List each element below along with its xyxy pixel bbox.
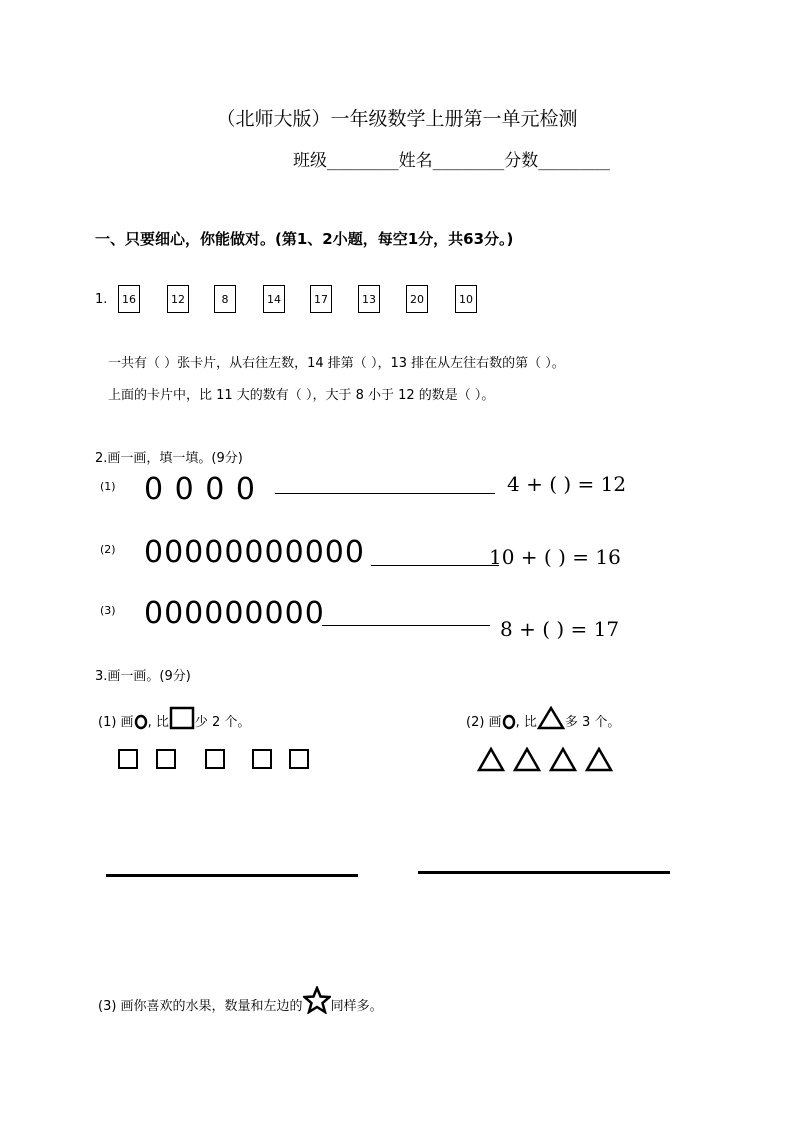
q3-answer-line-right (418, 871, 670, 874)
triangle-shape (515, 749, 539, 770)
q3-part1-text (98, 706, 250, 730)
q2-row3-label: (3) (100, 604, 116, 617)
student-info-line: 班级_______姓名_______分数_______ (293, 151, 610, 171)
square-shape (252, 749, 272, 769)
q3-part3-text (98, 986, 383, 1014)
page-title: （北师大版）一年级数学上册第一单元检测 (216, 108, 578, 130)
q2-row1-label: (1) (100, 480, 116, 493)
q3-answer-line-left (106, 874, 358, 877)
q2-row2-draw-line (371, 565, 499, 566)
number-card: 20 (406, 285, 428, 313)
triangle-shape (587, 749, 611, 770)
q1-fill-line-1: 一共有（ ）张卡片，从右往左数，14 排第（ ），13 排在从左往右数的第（ ）。 (108, 356, 565, 371)
number-card: 13 (358, 285, 380, 313)
circle-icon (502, 714, 516, 730)
triangle-shape (551, 749, 575, 770)
q1-label: 1. (95, 292, 108, 307)
square-icon (169, 706, 195, 730)
q3-p1-text-c: 少 2 个。 (194, 715, 251, 730)
q3-p1-text-b: , 比 (147, 715, 169, 730)
number-card: 16 (118, 285, 140, 313)
triangle-icon (537, 706, 565, 730)
number-card: 8 (214, 285, 236, 313)
q3-p1-text-a: (1) 画 (98, 715, 134, 730)
triangle-row (476, 746, 616, 774)
q3-p3-text-b: 同样多。 (330, 999, 383, 1014)
square-shape (118, 749, 138, 769)
square-shape (289, 749, 309, 769)
q3-p2-text-b: , 比 (515, 715, 537, 730)
q2-row2-circles: 00000000000 (144, 535, 365, 570)
q3-heading: 3.画一画。(9分) (95, 669, 191, 684)
number-card: 12 (167, 285, 189, 313)
q2-row1-circles: 0 0 0 0 (144, 472, 256, 507)
section-1-heading: 一、只要细心，你能做对。(第1、2小题，每空1分，共63分。) (95, 230, 514, 248)
q3-part2-text (466, 706, 620, 730)
q2-heading: 2.画一画，填一填。(9分) (95, 451, 243, 466)
q2-row2-equation: 10 + ( ) = 16 (489, 545, 621, 569)
q3-p3-text-a: (3) 画你喜欢的水果，数量和左边的 (98, 999, 303, 1014)
square-shape (205, 749, 225, 769)
number-card: 14 (263, 285, 285, 313)
number-card: 10 (455, 285, 477, 313)
q2-row3-circles: 000000000 (144, 596, 325, 631)
q3-p2-text-a: (2) 画 (466, 715, 502, 730)
number-card: 17 (310, 285, 332, 313)
q1-fill-line-2: 上面的卡片中，比 11 大的数有（ ），大于 8 小于 12 的数是（ ）。 (108, 388, 495, 403)
q2-row1-equation: 4 + ( ) = 12 (507, 472, 627, 496)
square-shape (156, 749, 176, 769)
q2-row3-equation: 8 + ( ) = 17 (500, 617, 620, 641)
q2-row2-label: (2) (100, 543, 116, 556)
triangle-shape (479, 749, 503, 770)
q2-row1-draw-line (275, 493, 495, 494)
circle-icon (134, 714, 148, 730)
q2-row3-draw-line (322, 625, 490, 626)
q3-p2-text-c: 多 3 个。 (564, 715, 621, 730)
star-icon (303, 986, 331, 1014)
